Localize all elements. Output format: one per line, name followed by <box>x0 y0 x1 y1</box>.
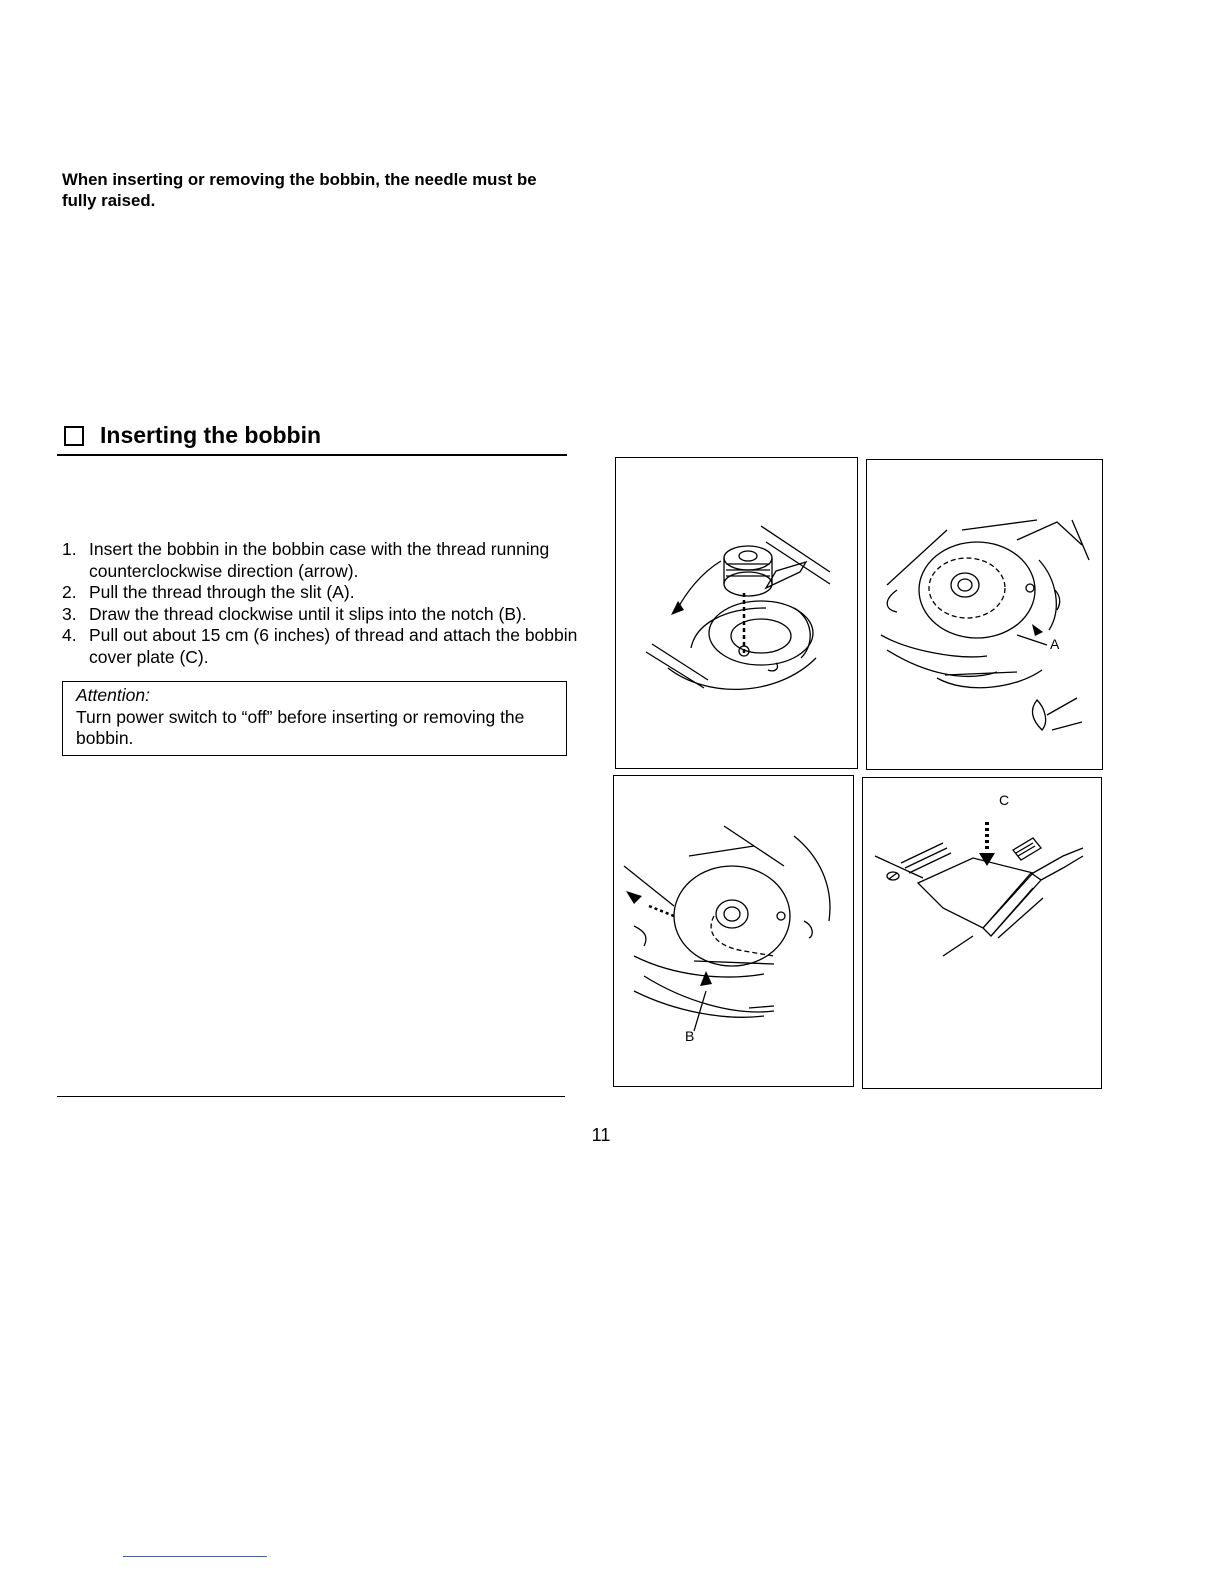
step-text: Draw the thread clockwise until it slips into the notch (B). <box>89 603 527 624</box>
figure-slit-a <box>866 459 1103 770</box>
step-number: 3. <box>62 603 77 624</box>
label-b: B <box>685 1028 695 1044</box>
steps-list <box>62 539 582 668</box>
list-item <box>62 625 582 668</box>
step-number: 4. <box>62 625 77 645</box>
title-rule <box>57 454 567 456</box>
label-c: C <box>999 792 1010 808</box>
figure-insert-bobbin <box>615 457 858 769</box>
footer-rule <box>123 1556 267 1557</box>
cover-plate-illustration <box>863 778 1102 1089</box>
attention-text: Turn power switch to “off” before inserting or removing the bobbin. <box>76 706 525 748</box>
attention-box <box>62 681 567 756</box>
list-item <box>62 604 582 626</box>
step-number: 2. <box>62 582 77 602</box>
step-text: Pull the thread through the slit (A). <box>89 582 355 602</box>
checkbox-icon <box>64 426 84 446</box>
slit-illustration <box>867 460 1103 770</box>
section-heading <box>62 421 566 453</box>
list-item <box>62 539 582 582</box>
section-title: Inserting the bobbin <box>100 422 322 448</box>
step-number: 1. <box>62 539 77 559</box>
figure-notch-b <box>613 775 854 1087</box>
attention-title: Attention: <box>76 685 150 705</box>
page-number: 11 <box>591 1125 611 1145</box>
bottom-rule <box>57 1096 565 1097</box>
step-text: Pull out about 15 cm (6 inches) of thread and attach the bobbin cover plate (C). <box>89 625 578 667</box>
warning-text: When inserting or removing the bobbin, the needle must be fully raised. <box>62 170 537 210</box>
step-text: Insert the bobbin in the bobbin case with the thread running counterclockwise direction (arrow). <box>89 539 550 581</box>
label-a: A <box>1050 636 1060 652</box>
notch-illustration <box>614 776 854 1087</box>
list-item <box>62 582 582 604</box>
figure-cover-plate-c <box>862 777 1102 1089</box>
bobbin-insert-illustration <box>616 458 858 769</box>
